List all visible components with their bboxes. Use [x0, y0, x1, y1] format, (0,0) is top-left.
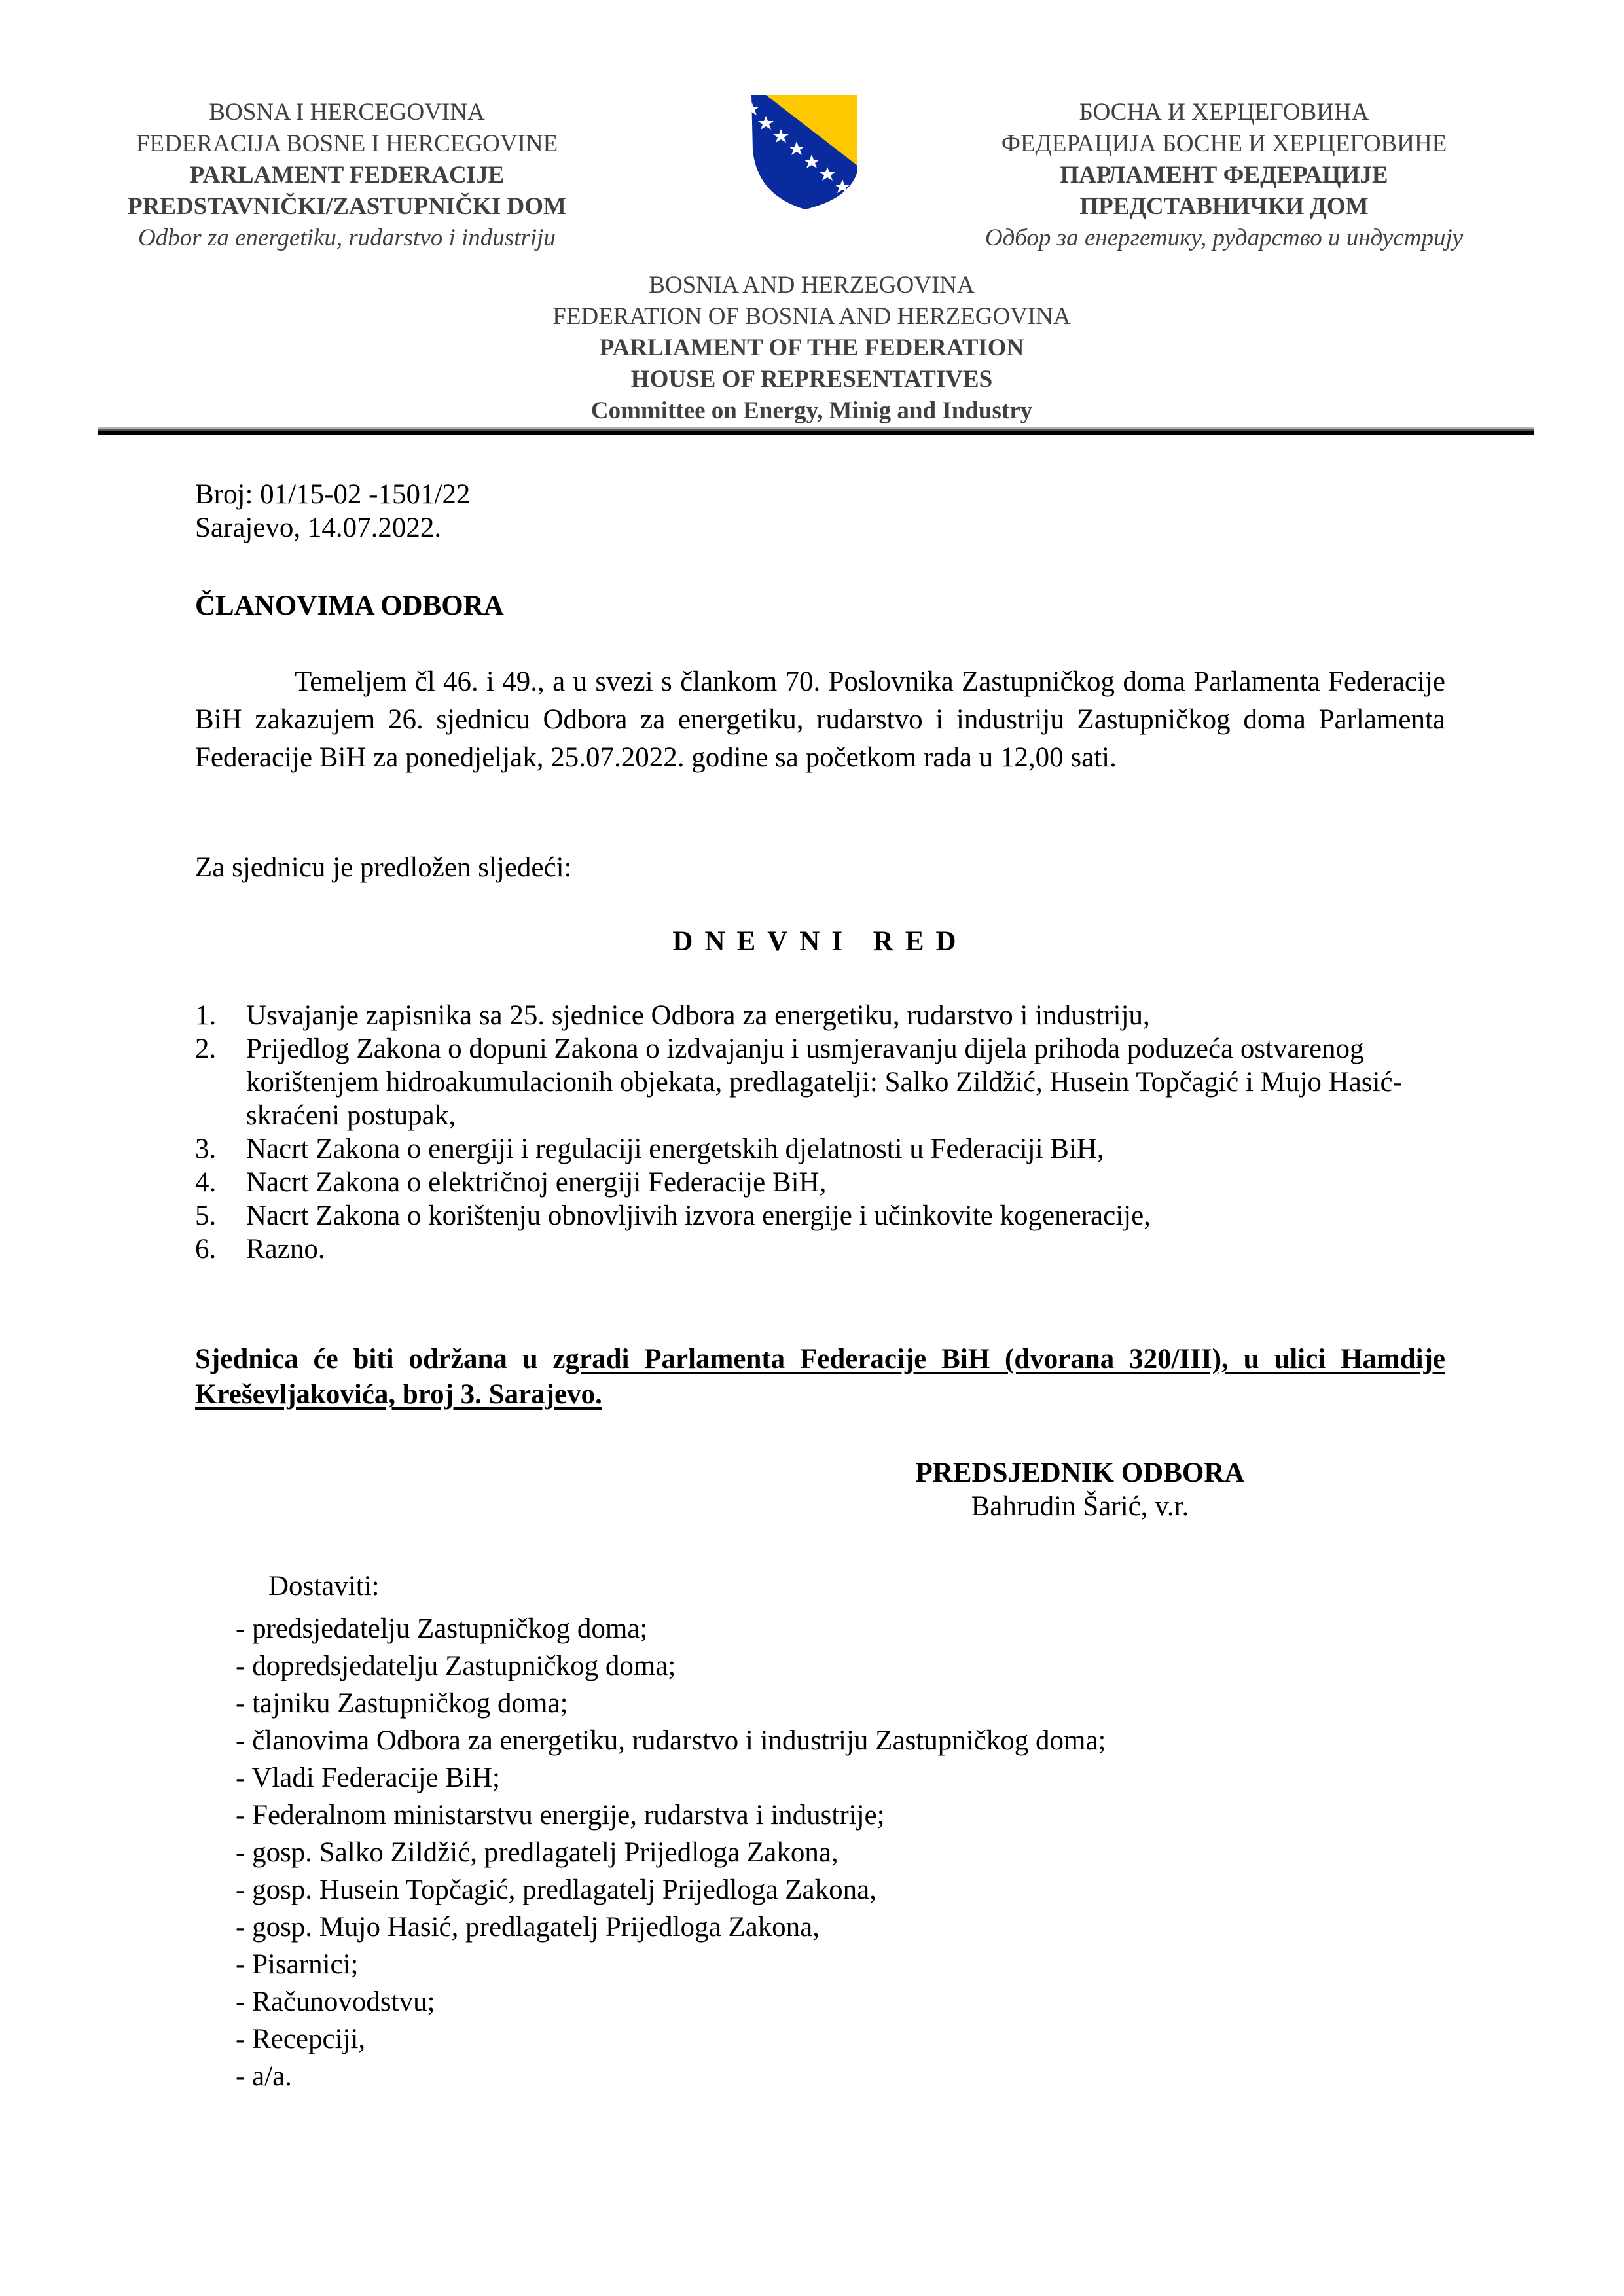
delivery-item: - Pisarnici; — [236, 1949, 359, 1980]
delivery-item: - članovima Odbora za energetiku, rudarstvo i industriju Zastupničkog doma; — [236, 1725, 1106, 1756]
agenda-item-text: Nacrt Zakona o energiji i regulaciji energetskih djelatnosti u Federaciji BiH, — [246, 1134, 1104, 1164]
agenda-item-number: 5. — [195, 1200, 217, 1231]
delivery-item: - gosp. Husein Topčagić, predlagatelj Prijedloga Zakona, — [236, 1874, 876, 1905]
location-plain: Sjednica će biti održana u z — [195, 1344, 566, 1374]
agenda-item-number: 4. — [195, 1167, 217, 1198]
header-left-block — [79, 97, 615, 254]
header-left-line-1: BOSNA I HERCEGOVINA — [209, 99, 485, 126]
header-right-block — [929, 97, 1519, 254]
header-right-line-4: ПРЕДСТАВНИЧКИ ДОМ — [1079, 193, 1369, 220]
delivery-item: - gosp. Salko Zildžić, predlagatelj Prijedloga Zakona, — [236, 1837, 839, 1868]
agenda-item — [195, 1199, 1445, 1232]
location-underlined: gradi Parlamenta Federacije BiH (dvorana 320/III), u ulici Hamdije Kreševljakovića, broj 3. Sarajevo. — [195, 1344, 1445, 1410]
header-center-line-2: FEDERATION OF BOSNIA AND HERZEGOVINA — [552, 303, 1071, 330]
delivery-item: - Recepciji, — [236, 2024, 366, 2054]
agenda-item — [195, 999, 1445, 1032]
signature-block — [851, 1456, 1309, 1523]
agenda-item-number: 2. — [195, 1033, 217, 1064]
delivery-title: Dostaviti: — [268, 1571, 380, 1602]
intro-paragraph: Temeljem čl 46. i 49., a u svezi s člankom 70. Poslovnika Zastupničkog doma Parlamenta Federacije BiH zakazujem 26. sjednicu Odbora za energetiku, rudarstvo i industriju Zastupničkog doma Parlamenta Federacije BiH za ponedjeljak, 25.07.2022. godine sa početkom rada u 12,00 sati. — [195, 666, 1445, 773]
header-left-line-5: Odbor za energetiku, rudarstvo i industriju — [138, 224, 556, 251]
agenda-item-number: 1. — [195, 1000, 217, 1031]
agenda-title: DNEVNI RED — [672, 926, 968, 957]
delivery-item: - tajniku Zastupničkog doma; — [236, 1688, 568, 1719]
document-number: Broj: 01/15-02 -1501/22 — [195, 479, 471, 510]
header-right-line-1: БОСНА И ХЕРЦЕГОВИНА — [1079, 99, 1369, 126]
document-meta — [195, 478, 470, 545]
delivery-item: - predsjedatelju Zastupničkog doma; — [236, 1613, 648, 1644]
header-right-line-2: ФЕДЕРАЦИЈА БОСНЕ И ХЕРЦЕГОВИНЕ — [1001, 130, 1447, 157]
coat-of-arms-icon — [733, 95, 857, 213]
delivery-item: - dopredsjedatelju Zastupničkog doma; — [236, 1651, 676, 1681]
place-date: Sarajevo, 14.07.2022. — [195, 512, 442, 543]
agenda-item-text: Nacrt Zakona o električnoj energiji Federacije BiH, — [246, 1167, 827, 1198]
signature-name: Bahrudin Šarić, v.r. — [971, 1491, 1189, 1522]
header-center-line-1: BOSNIA AND HERZEGOVINA — [649, 272, 975, 298]
agenda-item-text: Usvajanje zapisnika sa 25. sjednice Odbora za energetiku, rudarstvo i industriju, — [246, 1000, 1150, 1031]
delivery-list — [236, 1610, 1106, 2095]
agenda-item-text: Prijedlog Zakona o dopuni Zakona o izdvajanju i usmjeravanju dijela prihoda poduzeća ostvarenog korištenjem hidroakumulacionih objekata, predlagatelji: Salko Zildžić, Husein Topčagić i Mujo Hasić- skraćeni postupak, — [246, 1033, 1402, 1131]
header-center-line-3: PARLIAMENT OF THE FEDERATION — [599, 334, 1024, 361]
proposal-line: Za sjednicu je predložen sljedeći: — [195, 852, 572, 883]
delivery-item: - Vladi Federacije BiH; — [236, 1763, 501, 1793]
meeting-location — [195, 1342, 1445, 1412]
header-right-line-5: Одбор за енергетику, рударство и индустрију — [984, 224, 1464, 251]
agenda-item-number: 3. — [195, 1134, 217, 1164]
agenda-item-text: Razno. — [246, 1234, 325, 1265]
agenda-item — [195, 1232, 1445, 1266]
header-center-block — [419, 270, 1204, 427]
agenda-item — [195, 1132, 1445, 1166]
agenda-item-number: 6. — [195, 1234, 217, 1265]
agenda-list — [195, 999, 1445, 1266]
delivery-item: - gosp. Mujo Hasić, predlagatelj Prijedloga Zakona, — [236, 1912, 820, 1943]
delivery-item: - Federalnom ministarstvu energije, rudarstva i industrije; — [236, 1800, 885, 1831]
delivery-item: - Računovodstvu; — [236, 1986, 435, 2017]
delivery-item: - a/a. — [236, 2061, 292, 2092]
header-left-line-2: FEDERACIJA BOSNE I HERCEGOVINE — [135, 130, 558, 157]
header-center-line-5: Committee on Energy, Minig and Industry — [590, 397, 1033, 424]
agenda-item-text: Nacrt Zakona o korištenju obnovljivih izvora energije i učinkovite kogeneracije, — [246, 1200, 1151, 1231]
header-divider — [98, 427, 1534, 435]
header-left-line-3: PARLAMENT FEDERACIJE — [189, 162, 505, 188]
header-left-line-4: PREDSTAVNIČKI/ZASTUPNIČKI DOM — [128, 193, 566, 220]
header-center-line-4: HOUSE OF REPRESENTATIVES — [630, 366, 993, 393]
header-right-line-3: ПАРЛАМЕНТ ФЕДЕРАЦИЈЕ — [1060, 162, 1388, 188]
addressee: ČLANOVIMA ODBORA — [195, 590, 504, 621]
agenda-item — [195, 1166, 1445, 1199]
agenda-item — [195, 1032, 1445, 1132]
signature-title: PREDSJEDNIK ODBORA — [915, 1458, 1245, 1488]
